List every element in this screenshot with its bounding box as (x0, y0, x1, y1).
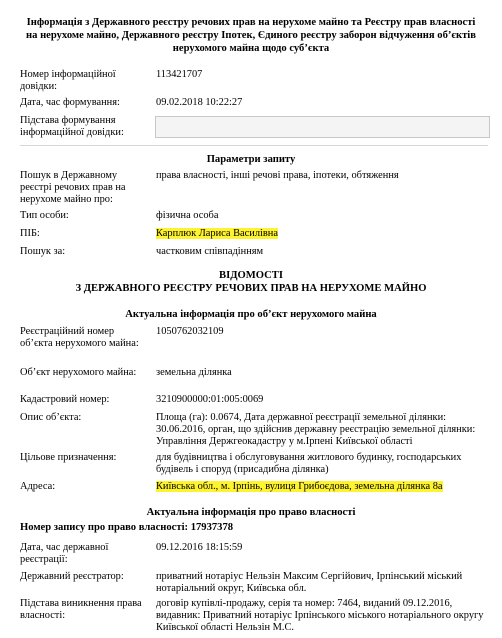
ownership-date-row (20, 542, 490, 566)
info-number-row (20, 69, 490, 93)
query-search-by-label: Пошук за: (20, 246, 66, 257)
ownership-basis-value: договір купівлі-продажу, серія та номер: 7464, виданий 09.12.2016, видавник: Приватний нотаріус Ірпінського міського нотаріального округу Київської області Нельзін М.С. (156, 598, 484, 633)
query-header: Параметри запиту (206, 154, 296, 165)
query-person-type-label: Тип особи: (20, 210, 69, 221)
query-person-type-value: фізична особа (156, 210, 219, 221)
object-address-value: Київська обл., м. Ірпінь, вулиця Грибоєдова, земельна ділянка 8а (156, 481, 443, 492)
object-reg-value: 1050762032109 (156, 326, 224, 337)
ownership-date-value: 09.12.2016 18:15:59 (156, 542, 243, 553)
redacted-box (155, 116, 490, 138)
object-header: Актуальна інформація про об’єкт нерухомого майна (125, 309, 377, 320)
object-purpose-label: Цільове призначення: (20, 452, 117, 463)
query-search-by-value: частковим співпадінням (156, 246, 264, 257)
query-search-value: права власності, інші речові права, іпотеки, обтяження (156, 170, 399, 181)
ownership-date-label: Дата, час державної реєстрації: (20, 542, 109, 565)
info-date-value: 09.02.2018 10:22:27 (156, 97, 243, 108)
object-address-label: Адреса: (20, 481, 56, 492)
query-name-label: ПІБ: (20, 228, 40, 239)
divider (20, 145, 488, 146)
object-type-row (20, 367, 490, 391)
object-reg-label: Реєстраційний номер об’єкта нерухомого майна: (20, 326, 139, 349)
ownership-registrar-value: приватний нотаріус Нельзін Максим Сергійович, Ірпінський міський нотаріальний округ, Київська обл. (156, 571, 463, 594)
object-purpose-value: для будівництва і обслуговування житлового будинку, господарських будівель і споруд (присадибна ділянка) (156, 452, 462, 475)
info-date-label: Дата, час формування: (20, 97, 120, 108)
ownership-header: Актуальна інформація про право власності (146, 507, 356, 518)
query-name-value: Карплюк Лариса Василівна (156, 228, 278, 239)
object-desc-label: Опис об’єкта: (20, 412, 82, 423)
query-search-row (20, 170, 490, 206)
info-basis-label: Підстава формування інформаційної довідки: (20, 115, 124, 138)
section-title-1: ВІДОМОСТІ (219, 270, 283, 281)
object-purpose-row (20, 452, 490, 476)
info-number-value: 113421707 (156, 69, 203, 80)
query-search-label: Пошук в Державному реєстрі речових прав на нерухоме майно про: (20, 170, 126, 205)
ownership-basis-row (20, 598, 490, 634)
object-type-value: земельна ділянка (156, 367, 232, 378)
ownership-record-number: Номер запису про право власності: 17937378 (20, 522, 234, 533)
section-title-2: З ДЕРЖАВНОГО РЕЄСТРУ РЕЧОВИХ ПРАВ НА НЕРУХОМЕ МАЙНО (75, 283, 427, 294)
object-desc-row (20, 412, 490, 448)
object-type-label: Об’єкт нерухомого майна: (20, 367, 137, 378)
object-desc-value: Площа (га): 0.0674, Дата державної реєстрації земельної ділянки: 30.06.2016, орган, що здійснив державну реєстрацію земельної ділянки: Управління Держгеокадастру у м.Ірпені Київської області (156, 412, 476, 447)
document-title: Інформація з Державного реєстру речових прав на нерухоме майно та Реєстру прав власності на нерухоме майно, Державного реєстру Іпотек, Єдиного реєстру заборон відчуження об’єктів нерухомого майна щодо суб’єкта (26, 17, 476, 54)
object-cadastral-label: Кадастровий номер: (20, 394, 110, 405)
object-reg-row (20, 326, 490, 362)
ownership-registrar-row (20, 571, 490, 595)
object-cadastral-value: 3210900000:01:005:0069 (156, 394, 264, 405)
info-number-label: Номер інформаційної довідки: (20, 69, 116, 92)
ownership-basis-label: Підстава виникнення права власності: (20, 598, 142, 621)
ownership-registrar-label: Державний реєстратор: (20, 571, 124, 582)
